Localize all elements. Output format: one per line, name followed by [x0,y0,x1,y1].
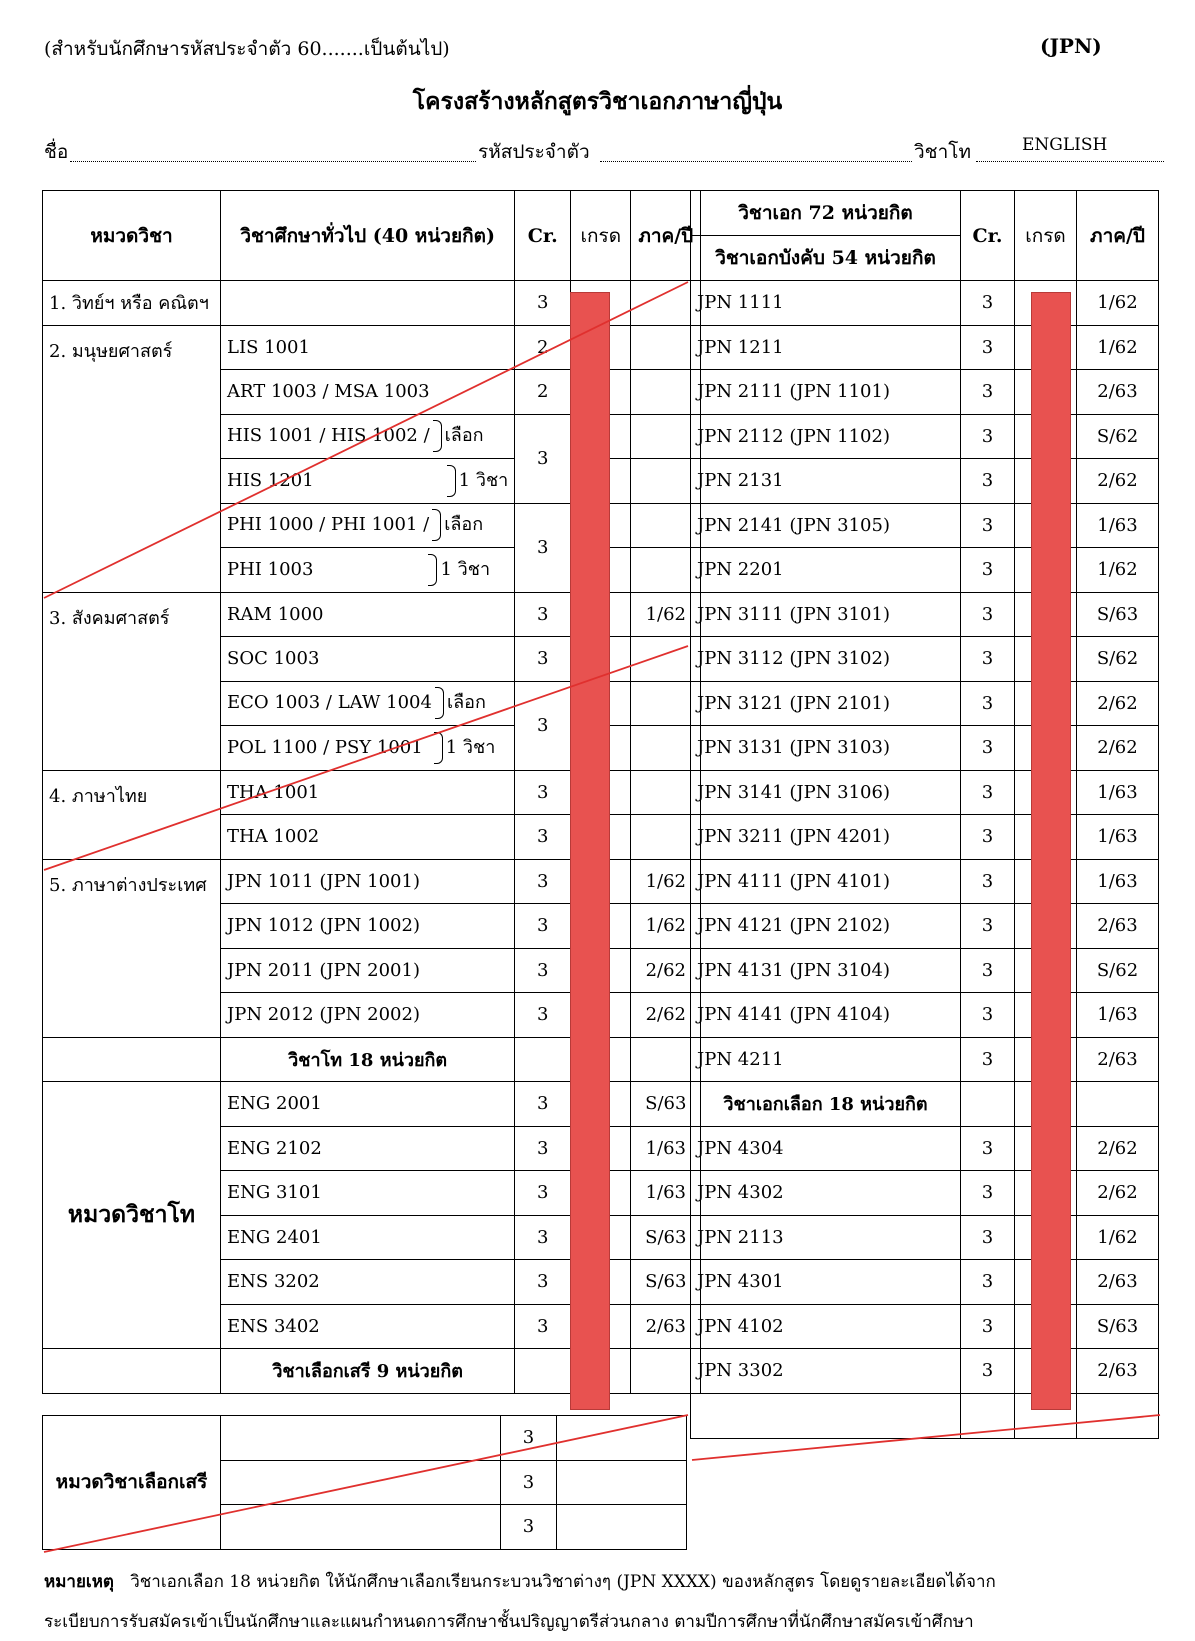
course-text: ECO 1003 / LAW 1004 [227,692,432,714]
credit-cell: 3 [961,1215,1015,1260]
term-cell: 2/63 [1077,1349,1159,1394]
course-cell: JPN 4102 [691,1304,961,1349]
credit-cell: 3 [515,681,571,770]
header-required-major: วิชาเอกบังคับ 54 หน่วยกิต [691,236,961,281]
course-cell: ENG 2102 [221,1126,515,1171]
credit-cell: 3 [961,1171,1015,1216]
major-elective-title: วิชาเอกเลือก 18 หน่วยกิต [691,1082,961,1127]
credit-cell: 3 [515,1215,571,1260]
term-cell: S/63 [631,1215,701,1260]
term-cell: 1/62 [631,592,701,637]
course-cell: JPN 3111 (JPN 3101) [691,592,961,637]
credit-cell: 3 [961,503,1015,548]
credit-cell: 3 [515,414,571,503]
term-cell: S/63 [1077,592,1159,637]
credit-cell: 3 [515,1171,571,1216]
credit-cell: 3 [961,726,1015,771]
course-cell: JPN 3211 (JPN 4201) [691,815,961,860]
credit-cell: 3 [515,815,571,860]
term-cell: 2/62 [631,948,701,993]
credit-cell: 3 [515,637,571,682]
credit-cell: 3 [515,993,571,1038]
course-cell: JPN 4121 (JPN 2102) [691,904,961,949]
term-cell: 1/62 [1077,548,1159,593]
term-cell: 2/63 [1077,904,1159,949]
course-cell: ENS 3402 [221,1304,515,1349]
course-cell: JPN 4301 [691,1260,961,1305]
category-science: 1. วิทย์ฯ หรือ คณิตฯ [43,281,221,326]
term-cell: S/62 [1077,414,1159,459]
course-text: PHI 1003 [227,558,314,580]
term-cell: 1/62 [1077,1215,1159,1260]
credit-cell: 3 [961,548,1015,593]
credit-cell: 3 [961,1304,1015,1349]
one-subject-text: 1 วิชา [458,469,509,491]
minor-section-title: วิชาโท 18 หน่วยกิต [221,1037,515,1082]
strike-line-social [44,646,688,870]
term-cell: 1/62 [631,904,701,949]
program-code: (JPN) [1040,34,1102,58]
course-cell: ENG 2001 [221,1082,515,1127]
term-cell: 2/62 [1077,1171,1159,1216]
term-cell: 2/62 [1077,681,1159,726]
course-cell: JPN 1111 [691,281,961,326]
term-cell: S/62 [1077,637,1159,682]
course-cell: JPN 4302 [691,1171,961,1216]
term-cell: 2/62 [631,993,701,1038]
credit-cell: 3 [515,1304,571,1349]
credit-cell: 3 [515,770,571,815]
term-cell: 1/62 [1077,325,1159,370]
one-subject-text: 1 วิชา [445,736,496,758]
credit-cell: 2 [515,325,571,370]
course-cell: JPN 3141 (JPN 3106) [691,770,961,815]
course-cell: JPN 3112 (JPN 3102) [691,637,961,682]
page-title: โครงสร้างหลักสูตรวิชาเอกภาษาญี่ปุ่น [412,88,783,115]
header-term: ภาค/ปี [1077,191,1159,281]
footer-note-line1 [44,1568,996,1595]
credit-cell: 3 [515,281,571,326]
header-grade: เกรด [1015,191,1077,281]
course-cell: JPN 1211 [691,325,961,370]
strike-line-free-elective [44,1415,688,1552]
term-cell: 2/63 [1077,1260,1159,1305]
term-cell: 1/63 [631,1126,701,1171]
credit-cell: 3 [961,281,1015,326]
minor-value: ENGLISH [1022,135,1108,155]
course-cell: JPN 4131 (JPN 3104) [691,948,961,993]
header-credits: Cr. [515,191,571,281]
category-humanities: 2. มนุษยศาสตร์ [43,325,221,592]
course-cell: JPN 2111 (JPN 1101) [691,370,961,415]
header-category: หมวดวิชา [43,191,221,281]
one-subject-text: 1 วิชา [440,558,491,580]
footer-note-text: วิชาเอกเลือก 18 หน่วยกิต ให้นักศึกษาเลือกเรียนกระบวนวิชาต่างๆ (JPN XXXX) ของหลักสูตร โดยดูรายละเอียดได้จาก [130,1572,996,1592]
term-cell: S/63 [631,1082,701,1127]
course-cell: JPN 2141 (JPN 3105) [691,503,961,548]
course-text: HIS 1001 / HIS 1002 / [227,425,430,447]
course-cell: JPN 4304 [691,1126,961,1171]
credit-cell: 3 [515,904,571,949]
choose-text: เลือก [446,692,486,714]
course-cell: JPN 2201 [691,548,961,593]
credit-cell: 3 [961,1260,1015,1305]
course-cell: JPN 1011 (JPN 1001) [221,859,515,904]
credit-cell: 3 [961,637,1015,682]
category-foreign-language: 5. ภาษาต่างประเทศ [43,859,221,1037]
course-cell: JPN 3121 (JPN 2101) [691,681,961,726]
credit-cell: 3 [515,948,571,993]
credit-cell: 3 [961,325,1015,370]
credit-cell: 3 [961,1349,1015,1394]
header-credits: Cr. [961,191,1015,281]
credit-cell: 3 [961,770,1015,815]
course-cell: THA 1001 [221,770,515,815]
credit-cell: 3 [961,1126,1015,1171]
credit-cell: 3 [515,592,571,637]
category-minor: หมวดวิชาโท [43,1082,221,1349]
course-cell: JPN 1012 (JPN 1002) [221,904,515,949]
course-cell: JPN 3131 (JPN 3103) [691,726,961,771]
credit-cell: 3 [501,1505,557,1550]
strike-line-humanities [44,282,688,598]
credit-cell: 3 [961,459,1015,504]
course-text: POL 1100 / PSY 1001 [227,736,423,758]
credit-cell: 3 [515,1260,571,1305]
term-cell: 2/62 [1077,726,1159,771]
credit-cell: 3 [961,904,1015,949]
course-cell: SOC 1003 [221,637,515,682]
credit-cell: 3 [961,592,1015,637]
term-cell: 2/63 [631,1304,701,1349]
category-thai: 4. ภาษาไทย [43,770,221,859]
term-cell: 1/63 [631,1171,701,1216]
credit-cell: 3 [961,370,1015,415]
name-label: ชื่อ [44,141,69,163]
course-cell: JPN 4211 [691,1037,961,1082]
term-cell: 1/62 [631,859,701,904]
course-cell: JPN 2131 [691,459,961,504]
course-cell: JPN 4141 (JPN 4104) [691,993,961,1038]
header-term: ภาค/ปี [631,191,701,281]
term-cell: 2/63 [1077,370,1159,415]
term-cell: 1/63 [1077,993,1159,1038]
credit-cell: 3 [961,1037,1015,1082]
credit-cell: 3 [961,993,1015,1038]
course-cell: THA 1002 [221,815,515,860]
term-cell: 1/63 [1077,503,1159,548]
category-social-science: 3. สังคมศาสตร์ [43,592,221,770]
course-cell: JPN 4111 (JPN 4101) [691,859,961,904]
course-cell: LIS 1001 [221,325,515,370]
credit-cell: 2 [515,370,571,415]
term-cell: S/63 [631,1260,701,1305]
course-cell: JPN 3302 [691,1349,961,1394]
strike-line-major-empty [692,1415,1160,1460]
credit-cell: 3 [515,859,571,904]
choose-text: เลือก [444,425,484,447]
course-cell: ENG 2401 [221,1215,515,1260]
term-cell: 2/62 [1077,459,1159,504]
credit-cell: 3 [961,681,1015,726]
term-cell: 2/63 [1077,1037,1159,1082]
eligibility-note: (สำหรับนักศึกษารหัสประจำตัว 60.......เป็นต้นไป) [44,38,450,60]
course-cell: ART 1003 / MSA 1003 [221,370,515,415]
category-free-elective: หมวดวิชาเลือกเสรี [43,1416,221,1550]
choose-text: เลือก [444,514,484,536]
course-cell: JPN 2011 (JPN 2001) [221,948,515,993]
header-general-ed: วิชาศึกษาทั่วไป (40 หน่วยกิต) [221,191,515,281]
header-grade: เกรด [571,191,631,281]
course-cell: JPN 2012 (JPN 2002) [221,993,515,1038]
credit-cell: 3 [961,948,1015,993]
term-cell: 2/62 [1077,1126,1159,1171]
student-id-label: รหัสประจำตัว [478,141,590,163]
term-cell: 1/63 [1077,770,1159,815]
course-cell: RAM 1000 [221,592,515,637]
course-cell: JPN 2112 (JPN 1102) [691,414,961,459]
course-cell: ENS 3202 [221,1260,515,1305]
credit-cell: 3 [515,1082,571,1127]
course-cell: ENG 3101 [221,1171,515,1216]
credit-cell: 3 [501,1416,557,1461]
credit-cell: 3 [961,815,1015,860]
credit-cell: 3 [515,503,571,592]
free-elective-title: วิชาเลือกเสรี 9 หน่วยกิต [221,1349,515,1394]
credit-cell: 3 [515,1126,571,1171]
header-major: วิชาเอก 72 หน่วยกิต [691,191,961,236]
term-cell: S/62 [1077,948,1159,993]
minor-label: วิชาโท [914,141,971,163]
credit-cell: 3 [961,414,1015,459]
term-cell: S/63 [1077,1304,1159,1349]
credit-cell: 3 [501,1460,557,1505]
credit-cell: 3 [961,859,1015,904]
footer-note-label: หมายเหตุ [44,1572,114,1592]
course-cell: JPN 2113 [691,1215,961,1260]
course-text: HIS 1201 [227,469,314,491]
footer-note-line2: ระเบียบการรับสมัครเข้าเป็นนักศึกษาและแผนกำหนดการศึกษาชั้นปริญญาตรีส่วนกลาง ตามปีการศึกษาที่นักศึกษาสมัครเข้าศึกษา [44,1612,974,1632]
term-cell: 1/62 [1077,281,1159,326]
term-cell: 1/63 [1077,859,1159,904]
course-text: PHI 1000 / PHI 1001 / [227,514,430,536]
term-cell: 1/63 [1077,815,1159,860]
